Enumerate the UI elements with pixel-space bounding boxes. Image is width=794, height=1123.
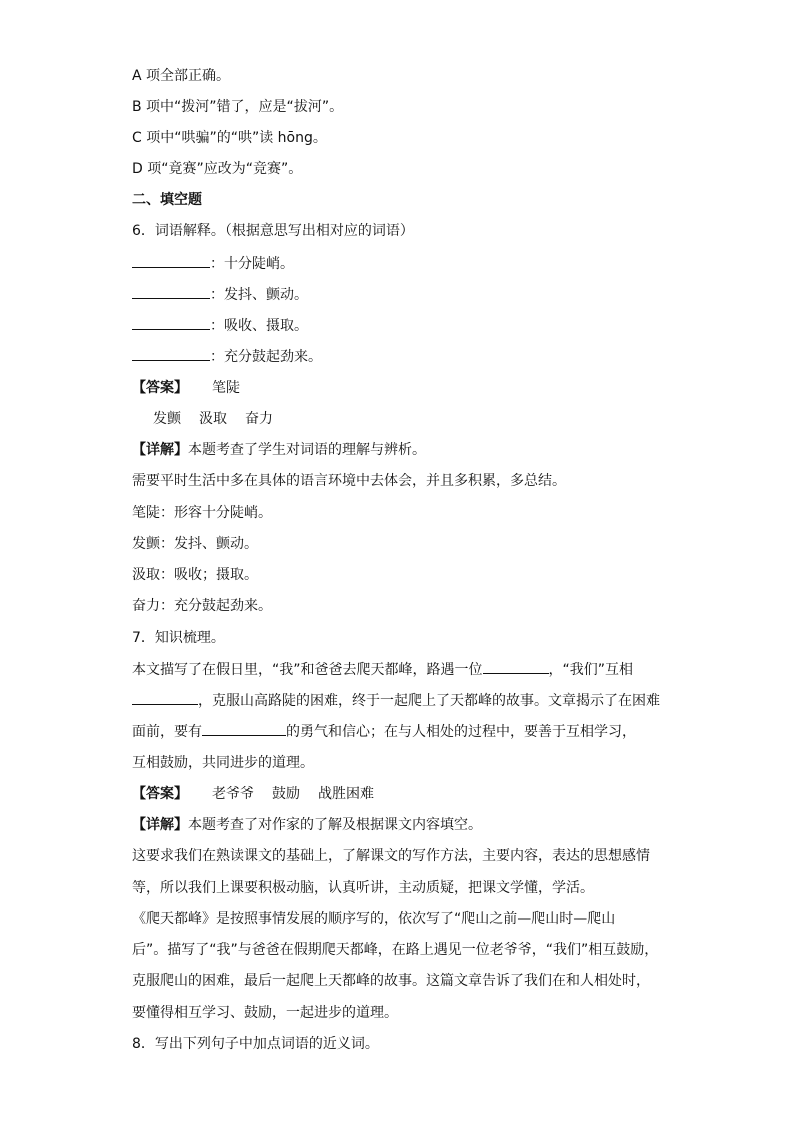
answer-blank xyxy=(202,721,286,736)
q6-item: ：吸收、摄取。 xyxy=(132,315,308,336)
section-title: 二、填空题 xyxy=(132,192,202,208)
q7-passage-line: 面前，要有 的勇气和信心；在与人相处的过程中，要善于互相学习， xyxy=(132,721,636,742)
q6-detail-line: 奋力：充分鼓起劲来。 xyxy=(132,598,272,614)
q7-detail-line: 后”。描写了“我”与爸爸在假期爬天都峰，在路上遇见一位老爷爷，“我们”相互鼓励， xyxy=(132,942,659,958)
analysis-option-a: A 项全部正确。 xyxy=(132,68,231,84)
analysis-option-c: C 项中“哄骗”的“哄”读 hōng。 xyxy=(132,130,327,146)
answer-word: 汲取 xyxy=(199,411,227,427)
q6-detail-line: 发颤：发抖、颤动。 xyxy=(132,536,258,552)
answer-blank xyxy=(132,690,198,705)
q7-passage-line: 本文描写了在假日里，“我”和爸爸去爬天都峰，路遇一位 ，“我们”互相 xyxy=(132,659,633,680)
answer-blank xyxy=(483,659,549,674)
detail-label: 【详解】 xyxy=(132,442,188,458)
q7-detail-line: 等，所以我们上课要积极动脑，认真听讲，主动质疑，把课文学懂，学活。 xyxy=(132,880,594,896)
q7-detail-line: 《爬天都峰》是按照事情发展的顺序写的，依次写了“爬山之前—爬山时—爬山 xyxy=(132,911,616,927)
q6-answer-cont xyxy=(153,409,273,429)
q6-detail-line: 笔陡：形容十分陡峭。 xyxy=(132,505,272,521)
q7-passage-line: 互相鼓励，共同进步的道理。 xyxy=(132,755,314,771)
q7-detail: 【详解】本题考查了对作家的了解及根据课文内容填空。 xyxy=(132,817,482,833)
answer-word: 奋力 xyxy=(245,411,273,427)
q6-item: ：发抖、颤动。 xyxy=(132,284,308,305)
q7-detail-line: 这要求我们在熟读课文的基础上，了解课文的写作方法，主要内容，表达的思想感情 xyxy=(132,848,650,864)
q8-stem: 8．写出下列句子中加点词语的近义词。 xyxy=(132,1036,379,1052)
q7-detail-line: 克服爬山的困难，最后一起爬上天都峰的故事。这篇文章告诉了我们在和人相处时， xyxy=(132,973,650,989)
analysis-option-b: B 项中“拨河”错了，应是“拔河”。 xyxy=(132,99,344,115)
q7-stem: 7．知识梳理。 xyxy=(132,630,225,646)
answer-label: 【答案】 xyxy=(132,786,188,802)
answer-word: 笔陡 xyxy=(212,380,240,396)
q7-answer xyxy=(132,784,374,804)
analysis-option-d: D 项“竟赛”应改为“竞赛”。 xyxy=(132,161,303,177)
q6-detail-line: 汲取：吸收；摄取。 xyxy=(132,567,258,583)
q7-detail-line: 要懂得相互学习、鼓励，一起进步的道理。 xyxy=(132,1005,398,1021)
q6-stem: 6．词语解释。（根据意思写出相对应的词语） xyxy=(132,223,414,239)
answer-blank xyxy=(132,346,210,361)
answer-word: 发颤 xyxy=(153,411,181,427)
q6-item: ：十分陡峭。 xyxy=(132,253,294,274)
q6-answer xyxy=(132,378,240,398)
answer-word: 战胜困难 xyxy=(318,786,374,802)
q7-passage-line: ，克服山高路陡的困难，终于一起爬上了天都峰的故事。文章揭示了在困难 xyxy=(132,690,660,711)
q6-detail-line: 需要平时生活中多在具体的语言环境中去体会，并且多积累，多总结。 xyxy=(132,473,566,489)
q6-detail: 【详解】本题考查了学生对词语的理解与辨析。 xyxy=(132,442,426,458)
detail-label: 【详解】 xyxy=(132,817,188,833)
answer-label: 【答案】 xyxy=(132,380,188,396)
answer-blank xyxy=(132,253,210,268)
answer-word: 老爷爷 xyxy=(212,786,254,802)
q6-item: ：充分鼓起劲来。 xyxy=(132,346,322,367)
answer-word: 鼓励 xyxy=(272,786,300,802)
answer-blank xyxy=(132,284,210,299)
answer-blank xyxy=(132,315,210,330)
